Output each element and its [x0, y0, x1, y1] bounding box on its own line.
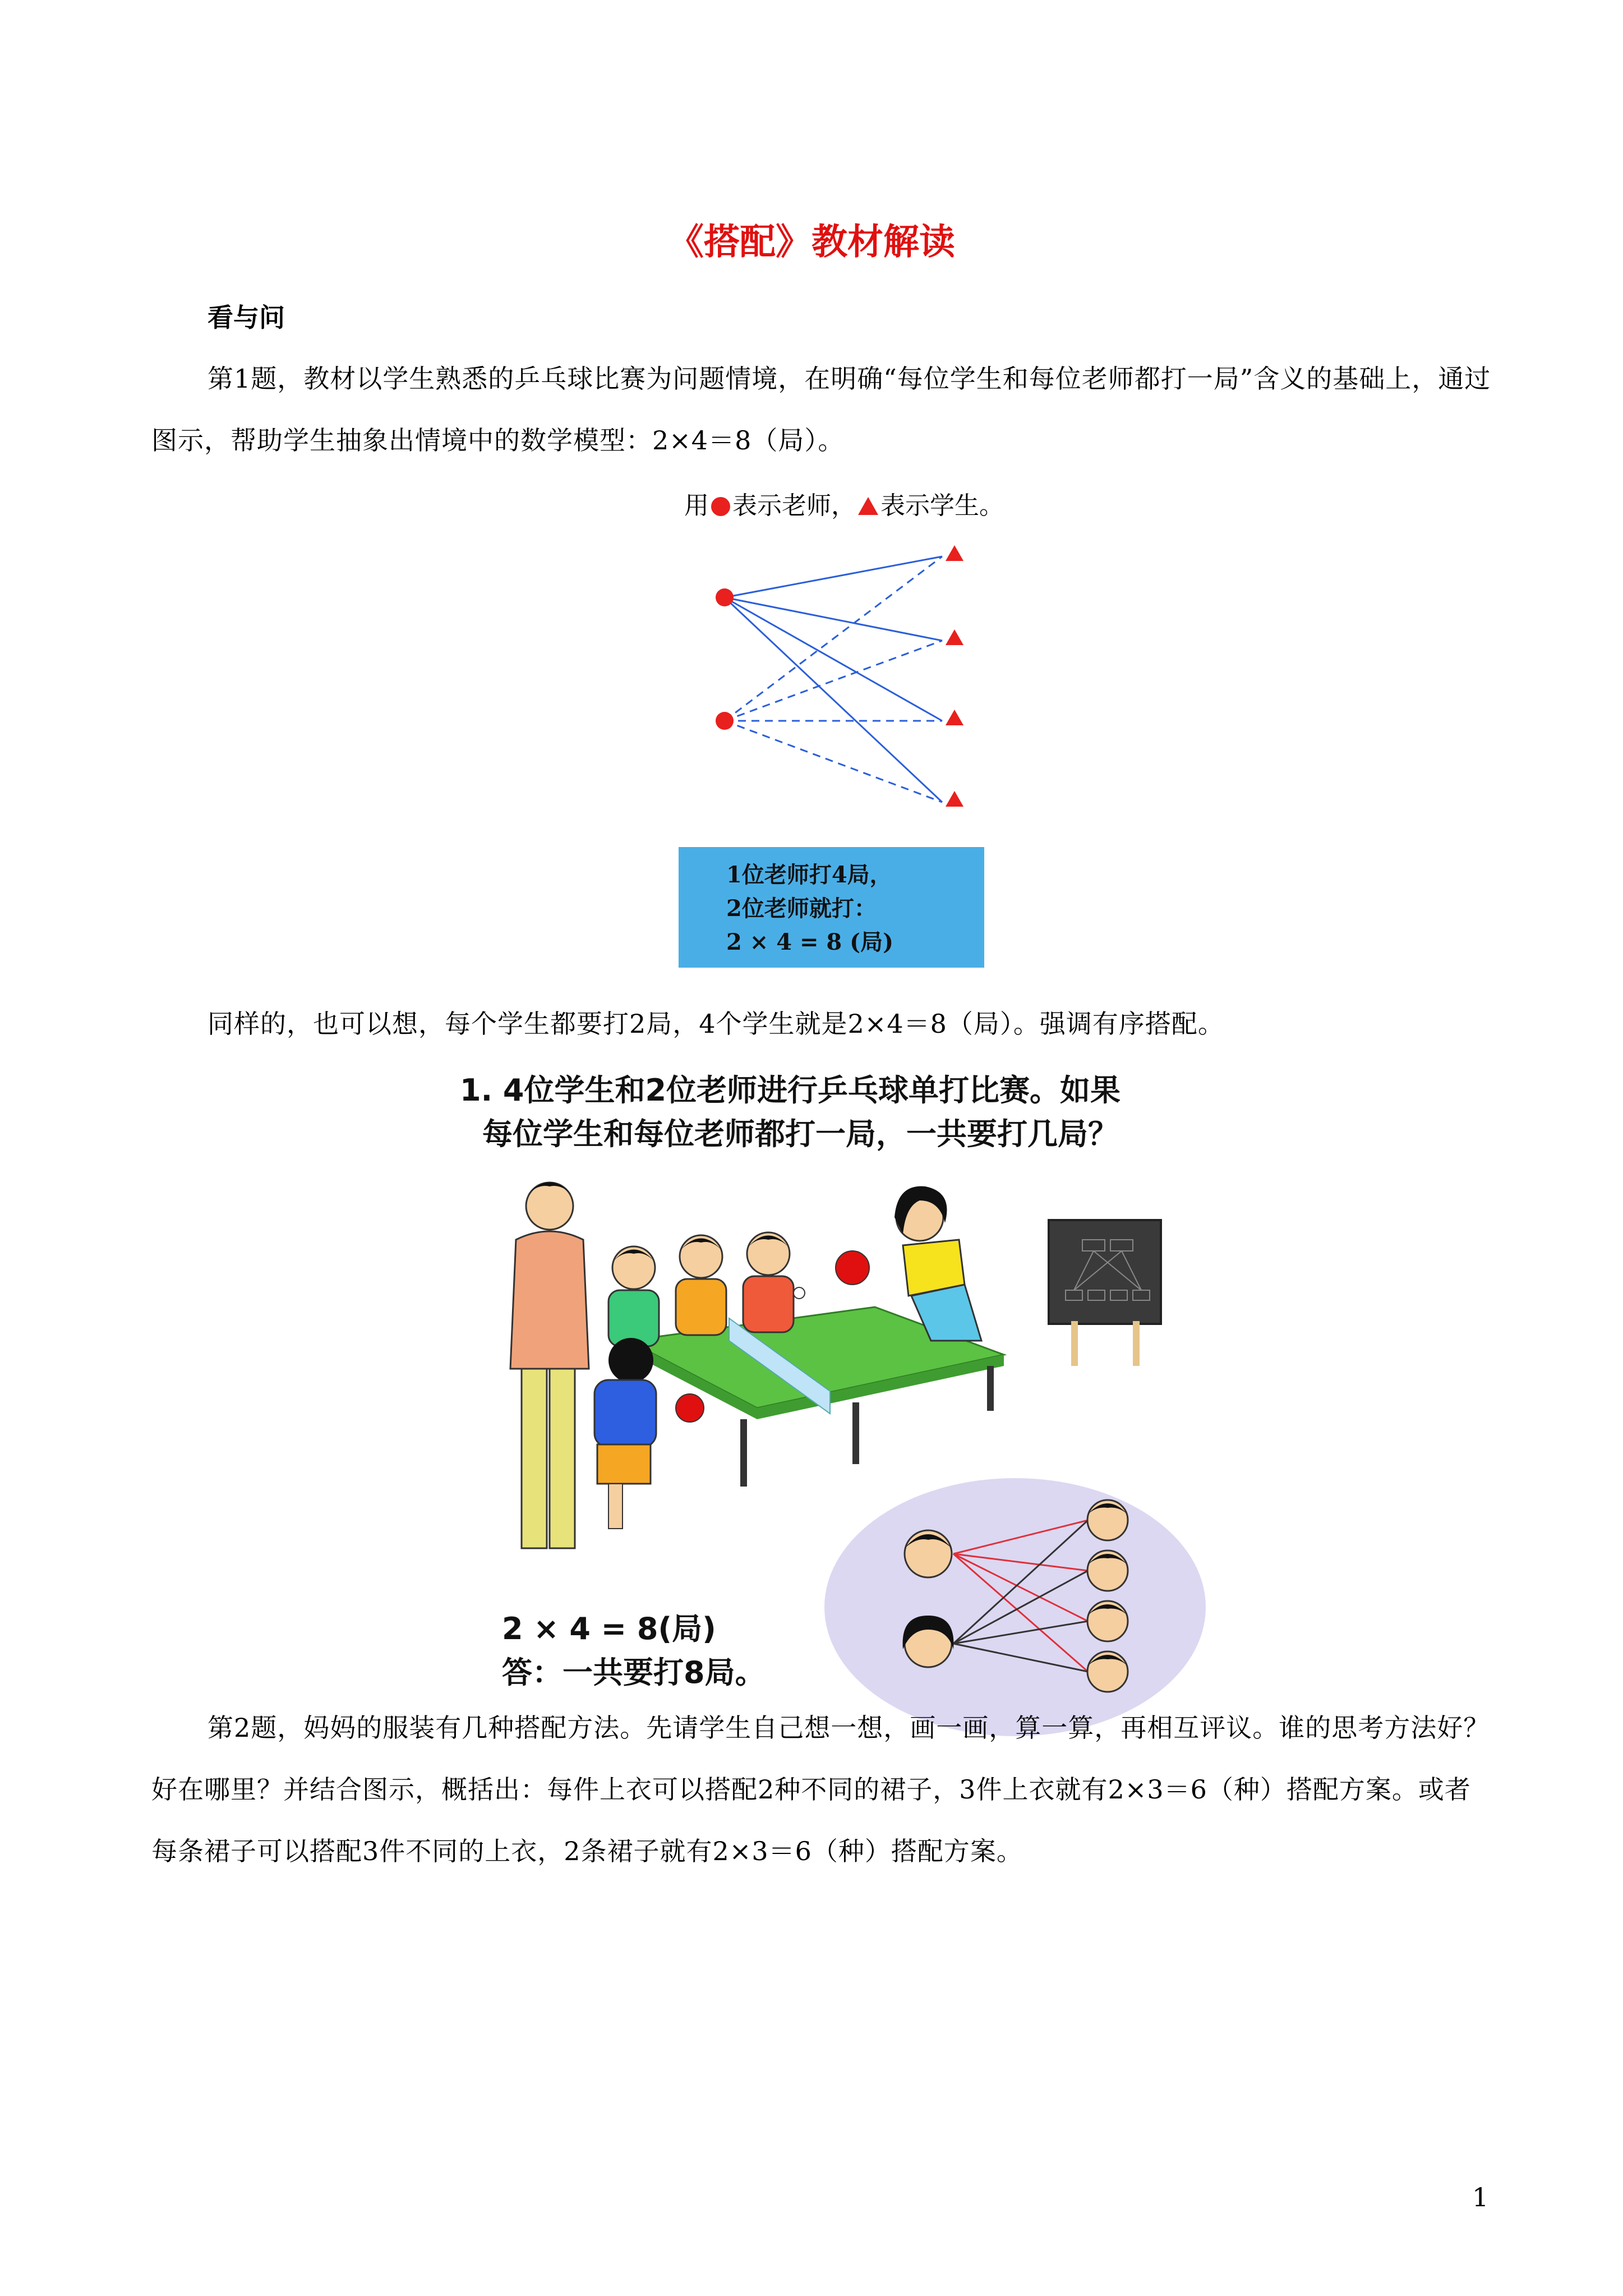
- box-line-1: 1位老师打4局，: [726, 862, 892, 888]
- page-number: 1: [1472, 2182, 1489, 2212]
- calculation-box: [679, 847, 984, 968]
- paragraph-problem-1: 第1题，教材以学生熟悉的乒乓球比赛为问题情境，在明确“每位学生和每位老师都打一局”含义的基础上，通过图示，帮助学生抽象出情境中的数学模型：2×4＝8（局）。: [151, 364, 1491, 455]
- student-face-3: [1087, 1601, 1128, 1641]
- teacher-face-2: [903, 1616, 954, 1667]
- teacher-dot-1: [716, 588, 734, 606]
- box-line-3: 2 × 4 = 8 (局): [726, 929, 894, 955]
- equation: 2 × 4 = 8(局): [502, 1611, 716, 1646]
- paragraph-ordered-matching: 同样的，也可以想，每个学生都要打2局，4个学生就是2×4＝8（局）。强调有序搭配。: [208, 1009, 1224, 1039]
- section-heading: 看与问: [208, 302, 285, 333]
- student-figure-3: [743, 1232, 794, 1332]
- teacher-figure-man: [510, 1182, 589, 1549]
- student-face-4: [1087, 1651, 1128, 1692]
- ping-pong-ball: [794, 1287, 805, 1299]
- paragraph-problem-2: 第2题，妈妈的服装有几种搭配方法。先请学生自己想一想，画一画，算一算，再相互评议。谁的思考方法好？好在哪里？并结合图示，概括出：每件上衣可以搭配2种不同的裙子，3件上衣就有2×3＝6（种）搭配方案。或者每条裙子可以搭配3件不同的上衣，2条裙子就有2×3＝6（种）搭配方案。: [151, 1713, 1490, 1866]
- student-figure-2: [676, 1235, 726, 1335]
- diagram-caption: [684, 485, 1004, 521]
- student-face-1: [1087, 1500, 1128, 1540]
- box-line-2: 2位老师就打：: [726, 895, 877, 922]
- matching-diagram: [695, 533, 987, 825]
- teacher1-solid-lines: [725, 556, 942, 802]
- student-figure-1: [608, 1246, 659, 1346]
- teacher-face-1: [905, 1530, 952, 1577]
- student-face-2: [1087, 1550, 1128, 1591]
- question-line-1: 1. 4位学生和2位老师进行乒乓球单打比赛。如果: [460, 1073, 1121, 1108]
- caption-teacher: 表示老师，: [732, 491, 856, 520]
- student-triangle-1: [946, 545, 963, 561]
- answer-text: 答：一共要打8局。: [502, 1655, 766, 1690]
- student-triangle-3: [946, 710, 963, 725]
- textbook-answer: [502, 1607, 766, 1695]
- caption-prefix: 用: [684, 491, 709, 520]
- red-triangle-icon: [858, 497, 878, 515]
- teacher2-dashed-lines: [725, 556, 942, 802]
- red-dot-icon: [711, 497, 730, 516]
- textbook-question: [460, 1069, 1121, 1156]
- question-line-2: 每位学生和每位老师都打一局，一共要打几局？: [482, 1116, 1118, 1152]
- caption-student: 表示学生。: [880, 491, 1004, 520]
- student-triangle-2: [946, 629, 963, 645]
- student-triangle-4: [946, 791, 963, 807]
- teacher-dot-2: [716, 712, 734, 730]
- blackboard: [1049, 1220, 1161, 1366]
- page-title: 《搭配》教材解读: [668, 222, 955, 263]
